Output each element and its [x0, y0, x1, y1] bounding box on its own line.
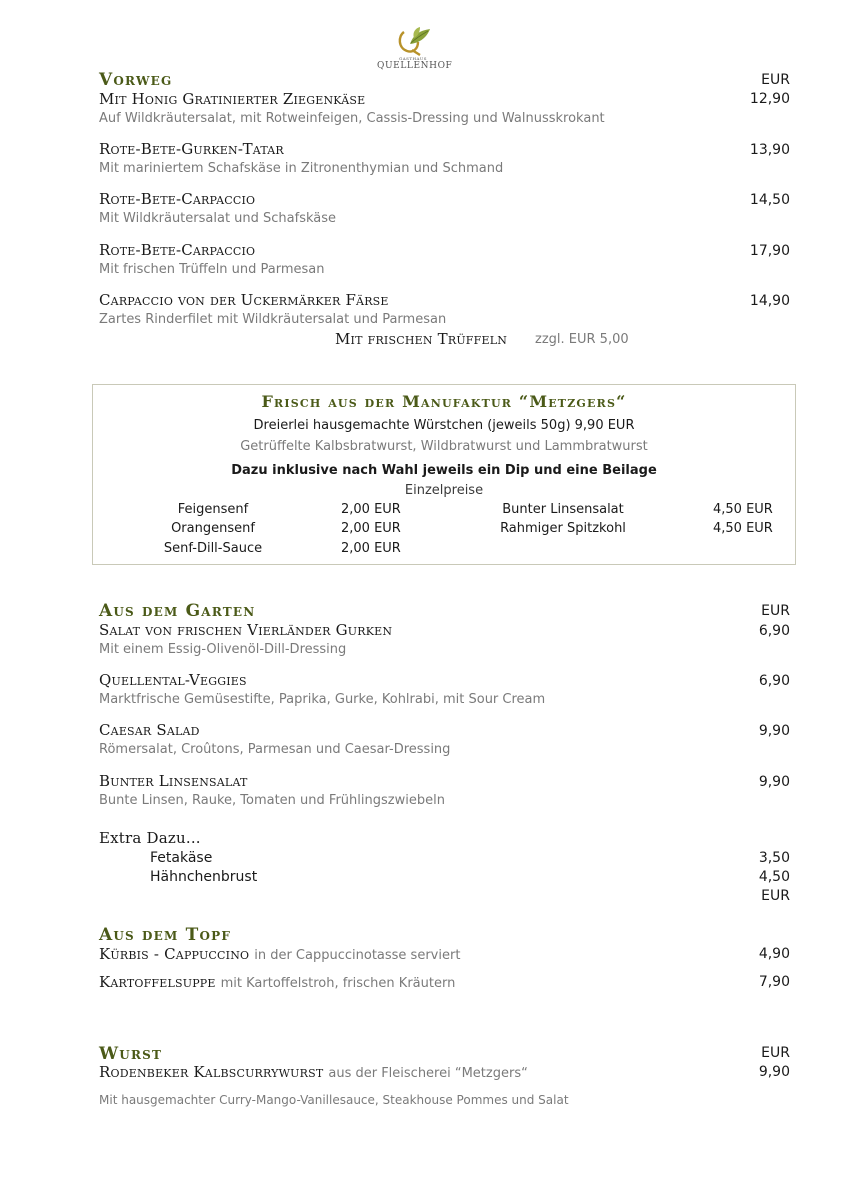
- side-name: Bunter Linsensalat: [502, 502, 624, 517]
- dip-name: Feigensenf: [177, 502, 249, 517]
- extra-name: Fetakäse: [150, 850, 213, 866]
- side-name: Rahmiger Spitzkohl: [500, 521, 626, 536]
- logo-title: QUELLENHOF: [377, 61, 453, 71]
- menu-item-price: 12,90: [749, 91, 790, 107]
- menu-item-name: Kartoffelsuppe: [99, 973, 216, 991]
- box-bold-line: Dazu inklusive nach Wahl jeweils ein Dip und eine Beilage: [231, 463, 657, 478]
- logo-subtitle: GASTHAUS: [399, 56, 427, 61]
- menu-item-name: Carpaccio von der Uckermärker Färse: [99, 291, 389, 309]
- side-price: 4,50 EUR: [713, 521, 773, 536]
- menu-item-name: Rodenbeker Kalbscurrywurst: [99, 1063, 324, 1081]
- currency-label: EUR: [761, 888, 790, 904]
- menu-item-row: [99, 973, 455, 993]
- menu-item-price: 9,90: [758, 774, 790, 790]
- menu-item-desc: mit Kartoffelstroh, frischen Kräutern: [220, 976, 456, 991]
- dip-price: 2,00 EUR: [341, 541, 401, 556]
- menu-item-price: 17,90: [749, 243, 790, 259]
- menu-item-desc: aus der Fleischerei “Metzgers“: [328, 1066, 528, 1081]
- menu-item-price: 6,90: [758, 623, 790, 639]
- menu-item-name: Rote-Bete-Gurken-Tatar: [99, 140, 284, 158]
- menu-item-price: 14,90: [749, 293, 790, 309]
- section-title-garten: Aus dem Garten: [99, 601, 256, 621]
- menu-item-desc: Mit frischen Trüffeln und Parmesan: [99, 262, 325, 277]
- wurst-note: Mit hausgemachter Curry-Mango-Vanillesauce, Steakhouse Pommes und Salat: [99, 1093, 569, 1107]
- logo: [377, 26, 453, 72]
- manufaktur-box: [92, 384, 796, 565]
- menu-item-price: 13,90: [749, 142, 790, 158]
- box-sub-line: Getrüffelte Kalbsbratwurst, Wildbratwurst und Lammbratwurst: [240, 439, 648, 454]
- section-title-manufaktur: Frisch aus der Manufaktur “Metzgers“: [261, 392, 627, 411]
- menu-item-name: Salat von frischen Vierländer Gurken: [99, 621, 393, 639]
- extra-name: Hähnchenbrust: [150, 869, 258, 885]
- menu-item-price: 14,50: [749, 192, 790, 208]
- menu-item-desc: Bunte Linsen, Rauke, Tomaten und Frühlingszwiebeln: [99, 793, 445, 808]
- menu-item-desc: Mit einem Essig-Olivenöl-Dill-Dressing: [99, 642, 347, 657]
- menu-item-desc: Mit mariniertem Schafskäse in Zitronenthymian und Schmand: [99, 161, 504, 176]
- menu-item-price: 6,90: [758, 673, 790, 689]
- extras-title: Extra Dazu...: [99, 829, 201, 847]
- currency-label: EUR: [761, 1045, 790, 1061]
- dip-name: Orangensenf: [171, 521, 255, 536]
- menu-item-desc: Mit Wildkräutersalat und Schafskäse: [99, 211, 337, 226]
- menu-item-name: Caesar Salad: [99, 721, 200, 739]
- box-main-line: Dreierlei hausgemachte Würstchen (jeweils 50g) 9,90 EUR: [253, 418, 635, 433]
- menu-item-desc: Marktfrische Gemüsestifte, Paprika, Gurke, Kohlrabi, mit Sour Cream: [99, 692, 546, 707]
- side-price: 4,50 EUR: [713, 502, 773, 517]
- section-title-wurst: Wurst: [99, 1044, 163, 1064]
- menu-item-name: Rote-Bete-Carpaccio: [99, 241, 256, 259]
- menu-item-name: Quellental-Veggies: [99, 671, 247, 689]
- currency-label: EUR: [761, 603, 790, 619]
- extra-option-price: zzgl. EUR 5,00: [535, 332, 629, 347]
- section-title-vorweg: Vorweg: [99, 70, 173, 90]
- menu-item-price: 4,90: [758, 946, 790, 962]
- menu-item-name: Kürbis - Cappuccino: [99, 945, 250, 963]
- extra-price: 4,50: [758, 869, 790, 885]
- menu-item-desc: Römersalat, Croûtons, Parmesan und Caesar-Dressing: [99, 742, 451, 757]
- menu-item-price: 9,90: [758, 723, 790, 739]
- dip-price: 2,00 EUR: [341, 521, 401, 536]
- menu-item-name: Bunter Linsensalat: [99, 772, 248, 790]
- currency-label: EUR: [761, 72, 790, 88]
- dip-name: Senf-Dill-Sauce: [163, 541, 263, 556]
- menu-item-name: Mit Honig Gratinierter Ziegenkäse: [99, 90, 366, 108]
- menu-item-desc: Auf Wildkräutersalat, mit Rotweinfeigen, Cassis-Dressing und Walnusskrokant: [99, 111, 605, 126]
- menu-item-price: 7,90: [758, 974, 790, 990]
- dip-price: 2,00 EUR: [341, 502, 401, 517]
- section-title-topf: Aus dem Topf: [99, 925, 232, 945]
- extra-price: 3,50: [758, 850, 790, 866]
- menu-item-desc: in der Cappuccinotasse serviert: [254, 948, 461, 963]
- menu-item-price: 9,90: [758, 1064, 790, 1080]
- extra-option-name: Mit frischen Trüffeln: [335, 330, 508, 348]
- menu-item-row: [99, 945, 460, 965]
- menu-item-name: Rote-Bete-Carpaccio: [99, 190, 256, 208]
- box-einzelpreise: Einzelpreise: [404, 483, 484, 498]
- menu-item-row: [99, 1063, 528, 1083]
- menu-item-desc: Zartes Rinderfilet mit Wildkräutersalat und Parmesan: [99, 312, 447, 327]
- leaf-q-logo-icon: [394, 26, 432, 56]
